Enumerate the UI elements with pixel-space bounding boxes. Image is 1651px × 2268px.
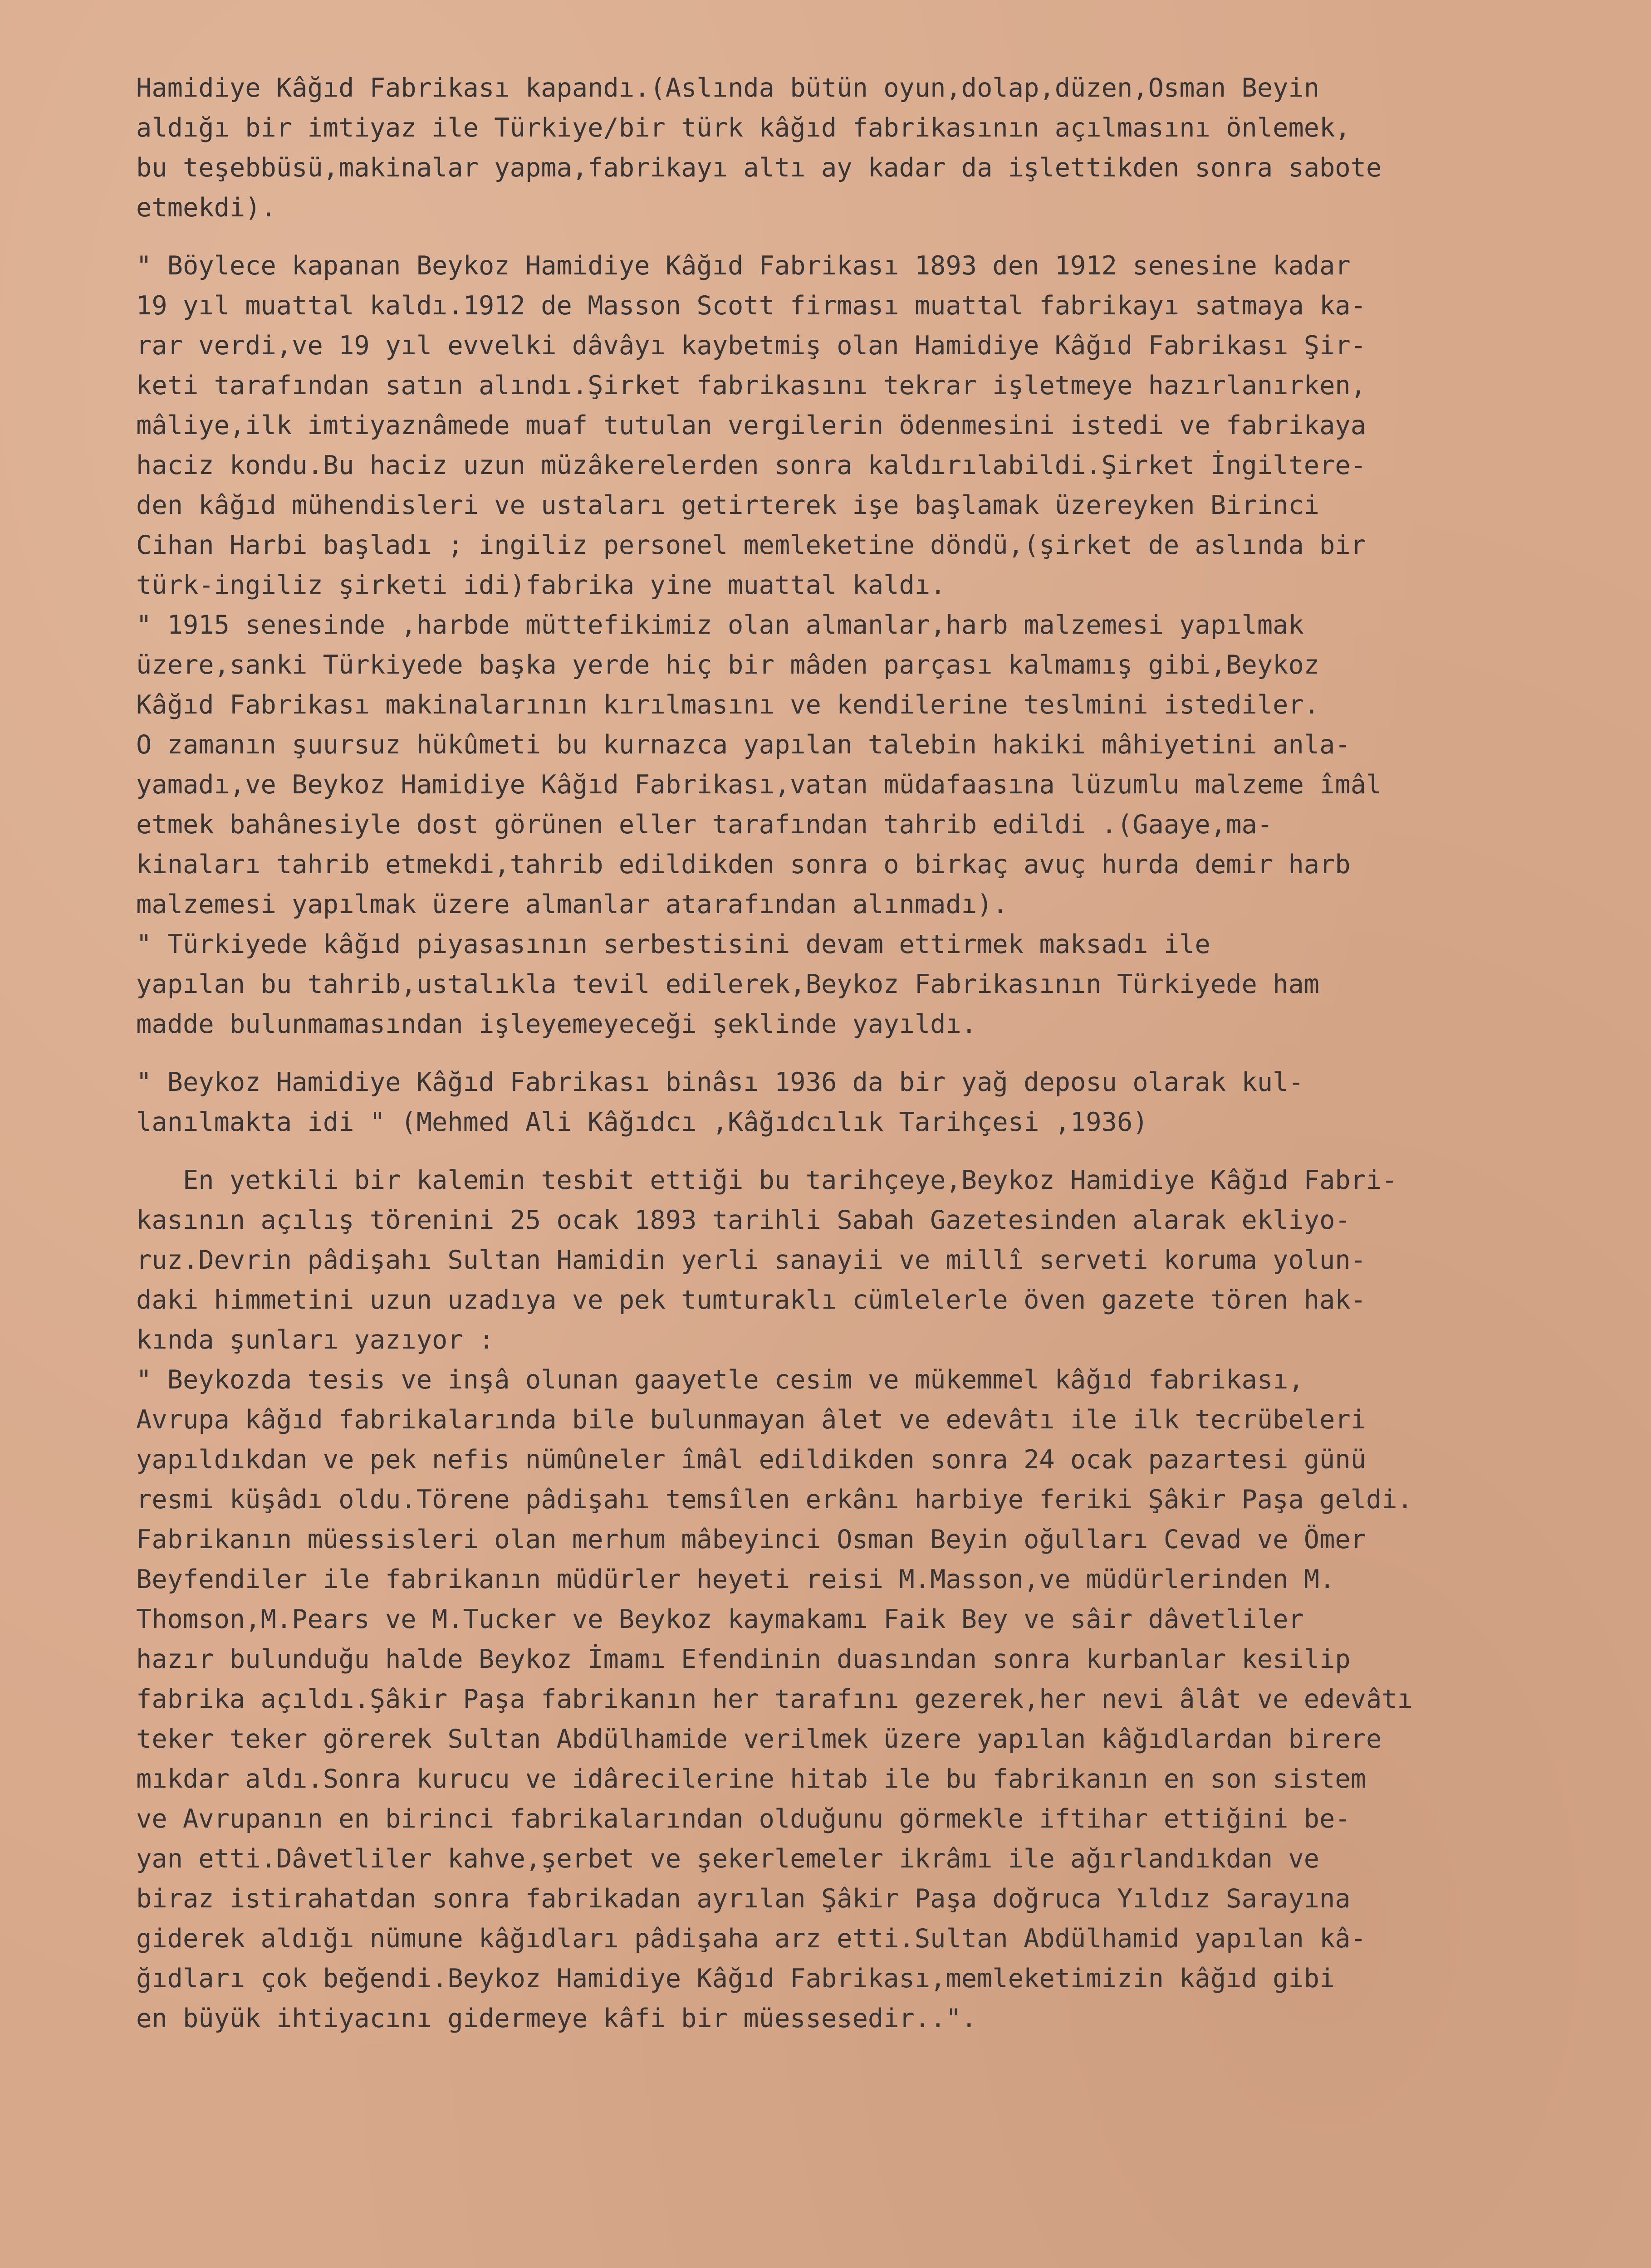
text-line: yamadı,ve Beykoz Hamidiye Kâğıd Fabrikası,vatan müdafaasına lüzumlu malzeme îmâl (136, 770, 1382, 800)
text-line: mâliye,ilk imtiyaznâmede muaf tutulan vergilerin ödenmesini istedi ve fabrikaya (136, 411, 1367, 440)
text-line: " Beykoz Hamidiye Kâğıd Fabrikası binâsı 1936 da bir yağ deposu olarak kul- (136, 1067, 1304, 1097)
text-line: resmi küşâdı oldu.Törene pâdişahı temsîlen erkânı harbiye feriki Şâkir Paşa geldi. (136, 1485, 1413, 1515)
text-line: etmekdi). (136, 193, 276, 223)
text-line: " 1915 senesinde ,harbde müttefikimiz olan almanlar,harb malzemesi yapılmak (136, 610, 1304, 640)
text-line: rar verdi,ve 19 yıl evvelki dâvâyı kaybetmiş olan Hamidiye Kâğıd Fabrikası Şir- (136, 331, 1367, 361)
text-line: etmek bahânesiyle dost görünen eller tarafından tahrib edildi .(Gaaye,ma- (136, 810, 1273, 840)
text-line: den kâğıd mühendisleri ve ustaları getirterek işe başlamak üzereyken Birinci (136, 490, 1320, 520)
text-line: üzere,sanki Türkiyede başka yerde hiç bir mâden parçası kalmamış gibi,Beykoz (136, 650, 1320, 680)
text-line: ve Avrupanın en birinci fabrikalarından olduğunu görmekle iftihar ettiğini be- (136, 1804, 1351, 1834)
text-line: bu teşebbüsü,makinalar yapma,fabrikayı altı ay kadar da işlettikden sonra sabote (136, 153, 1382, 183)
text-line: yapılan bu tahrib,ustalıkla tevil edilerek,Beykoz Fabrikasının Türkiyede ham (136, 969, 1320, 999)
text-line: malzemesi yapılmak üzere almanlar atarafından alınmadı). (136, 890, 1008, 919)
text-line: Kâğıd Fabrikası makinalarının kırılmasını ve kendilerine teslmini istediler. (136, 690, 1320, 720)
text-line: yapıldıkdan ve pek nefis nümûneler îmâl edildikden sonra 24 ocak pazartesi günü (136, 1445, 1367, 1475)
text-line: Fabrikanın müessisleri olan merhum mâbeyinci Osman Beyin oğulları Cevad ve Ömer (136, 1525, 1367, 1554)
text-line: En yetkili bir kalemin tesbit ettiği bu tarihçeye,Beykoz Hamidiye Kâğıd Fabri- (136, 1165, 1397, 1195)
text-line: kında şunları yazıyor : (136, 1325, 495, 1355)
text-line: haciz kondu.Bu haciz uzun müzâkerelerden sonra kaldırılabildi.Şirket İngiltere- (136, 450, 1367, 480)
text-line: hazır bulunduğu halde Beykoz İmamı Efendinin duasından sonra kurbanlar kesilip (136, 1644, 1351, 1674)
text-line: " Türkiyede kâğıd piyasasının serbestisini devam ettirmek maksadı ile (136, 929, 1210, 959)
text-line: " Böylece kapanan Beykoz Hamidiye Kâğıd Fabrikası 1893 den 1912 senesine kadar (136, 251, 1351, 281)
text-line: aldığı bir imtiyaz ile Türkiye/bir türk kâğıd fabrikasının açılmasını önlemek, (136, 113, 1351, 143)
text-line: keti tarafından satın alındı.Şirket fabrikasını tekrar işletmeye hazırlanırken, (136, 371, 1367, 401)
text-line: Beyfendiler ile fabrikanın müdürler heyeti reisi M.Masson,ve müdürlerinden M. (136, 1564, 1335, 1594)
text-line: biraz istirahatdan sonra fabrikadan ayrılan Şâkir Paşa doğruca Yıldız Sarayına (136, 1884, 1351, 1914)
text-line: kasının açılış törenini 25 ocak 1893 tarihli Sabah Gazetesinden alarak ekliyo- (136, 1205, 1351, 1235)
document-body (136, 68, 1615, 2038)
text-line: en büyük ihtiyacını gidermeye kâfi bir müessesedir..". (136, 2004, 977, 2033)
text-line: ğıdları çok beğendi.Beykoz Hamidiye Kâğıd Fabrikası,memleketimizin kâğıd gibi (136, 1964, 1335, 1994)
text-line: Avrupa kâğıd fabrikalarında bile bulunmayan âlet ve edevâtı ile ilk tecrübeleri (136, 1405, 1367, 1435)
text-line: Hamidiye Kâğıd Fabrikası kapandı.(Aslında bütün oyun,dolap,düzen,Osman Beyin (136, 73, 1320, 103)
text-line: 19 yıl muattal kaldı.1912 de Masson Scott firması muattal fabrikayı satmaya ka- (136, 291, 1367, 321)
text-line: " Beykozda tesis ve inşâ olunan gaayetle cesim ve mükemmel kâğıd fabrikası, (136, 1365, 1304, 1395)
text-line: teker teker görerek Sultan Abdülhamide verilmek üzere yapılan kâğıdlardan birere (136, 1724, 1382, 1754)
text-line: yan etti.Dâvetliler kahve,şerbet ve şekerlemeler ikrâmı ile ağırlandıkdan ve (136, 1844, 1320, 1874)
text-line: giderek aldığı nümune kâğıdları pâdişaha arz etti.Sultan Abdülhamid yapılan kâ- (136, 1924, 1367, 1954)
text-line: madde bulunmamasından işleyemeyeceği şeklinde yayıldı. (136, 1009, 977, 1039)
text-line: türk-ingiliz şirketi idi)fabrika yine muattal kaldı. (136, 570, 946, 600)
text-line: Cihan Harbi başladı ; ingiliz personel memleketine döndü,(şirket de aslında bir (136, 530, 1367, 560)
text-line: ruz.Devrin pâdişahı Sultan Hamidin yerli sanayii ve millî serveti koruma yolun- (136, 1245, 1367, 1275)
text-line: O zamanın şuursuz hükûmeti bu kurnazca yapılan talebin hakiki mâhiyetini anla- (136, 730, 1351, 760)
text-line: Thomson,M.Pears ve M.Tucker ve Beykoz kaymakamı Faik Bey ve sâir dâvetliler (136, 1604, 1304, 1634)
text-line: fabrika açıldı.Şâkir Paşa fabrikanın her tarafını gezerek,her nevi âlât ve edevâtı (136, 1684, 1413, 1714)
text-line: kinaları tahrib etmekdi,tahrib edildikden sonra o birkaç avuç hurda demir harb (136, 850, 1351, 880)
text-line: mıkdar aldı.Sonra kurucu ve idârecilerine hitab ile bu fabrikanın en son sistem (136, 1764, 1367, 1794)
text-line: lanılmakta idi " (Mehmed Ali Kâğıdcı ,Kâğıdcılık Tarihçesi ,1936) (136, 1107, 1148, 1137)
text-line: daki himmetini uzun uzadıya ve pek tumturaklı cümlelerle öven gazete tören hak- (136, 1285, 1367, 1315)
